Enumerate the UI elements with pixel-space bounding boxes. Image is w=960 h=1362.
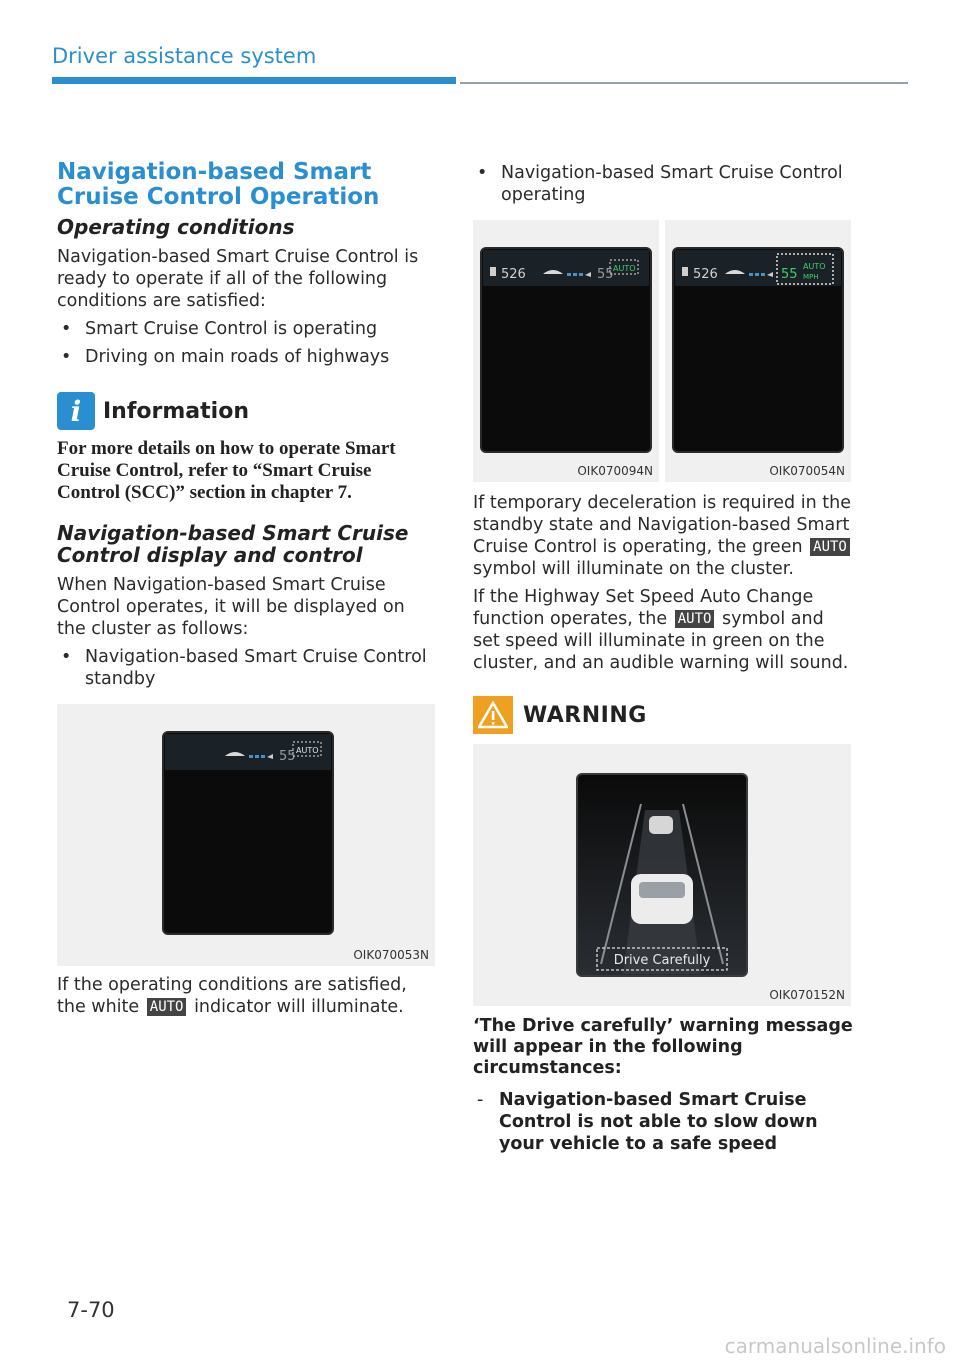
figure-caption: OIK070152N [769,988,845,1002]
cluster-speed-green: 55 [781,267,798,282]
figure-operating-1 [473,220,659,482]
cluster-operating-illustration-1 [473,220,659,482]
auto-symbol: AUTO [147,998,187,1016]
cluster-range: 526 [501,267,526,282]
auto-symbol: AUTO [675,610,715,628]
figure-drive-carefully [473,744,851,1006]
cluster-standby-illustration [57,704,435,966]
left-column [57,160,437,1024]
figure-operating-2 [665,220,851,482]
watermark: carmanualsonline.info [724,1334,946,1358]
auto-change-text: If the Highway Set Speed Auto Change function operates, the AUTO symbol and set speed will illuminate in green on the cluster, and an audible warning will sound. [473,587,849,673]
standby-result-text: If the operating conditions are satisfied, the white AUTO indicator will illuminate. [57,975,407,1017]
figure-standby [57,704,435,966]
condition-item: • Driving on main roads of highways [57,346,437,368]
cluster-operating-illustration-2 [665,220,851,482]
information-title: Information [103,398,249,424]
header-title: Driver assistance system [52,44,317,68]
drive-carefully-banner: Drive Carefully [613,953,711,968]
page-number: 7-70 [67,1298,115,1322]
deceleration-text: If temporary deceleration is required in the standby state and Navigation-based Smart Cruise Control is operating, the green AUTO symbol will illuminate on the cluster. [473,493,851,579]
operating-bullet: • Navigation-based Smart Cruise Control operating [473,162,853,206]
header-accent-bar [52,77,456,84]
operating-conditions-heading: Operating conditions [57,215,295,239]
right-column [473,162,853,1155]
information-header [57,392,437,430]
figure-caption: OIK070053N [353,948,429,962]
warning-intro: ‘The Drive carefully’ warning message will appear in the following circumstances: [473,1016,853,1078]
condition-item: • Smart Cruise Control is operating [57,318,437,340]
cluster-range: 526 [693,267,718,282]
header-rule [460,82,908,84]
warning-title: WARNING [523,702,647,728]
display-control-heading: Navigation-based Smart Cruise Control display and control [57,521,409,567]
information-icon: i [57,392,95,430]
auto-indicator: AUTO [296,746,319,755]
figure-caption: OIK070094N [577,464,653,478]
warning-icon [473,696,513,734]
standby-bullet: • Navigation-based Smart Cruise Control standby [57,646,437,690]
section-heading: Navigation-based Smart Cruise Control Operation [57,159,380,210]
information-text: For more details on how to operate Smart Cruise Control, refer to “Smart Cruise Control (SCC)” section in chapter 7. [57,438,396,503]
auto-indicator-green: AUTO [803,262,826,271]
speed-unit: MPH [803,273,819,281]
warning-header [473,696,853,734]
figure-pair [473,220,853,482]
cluster-speed: 55 [597,267,614,282]
figure-caption: OIK070054N [769,464,845,478]
auto-symbol: AUTO [810,538,850,556]
conditions-intro: Navigation-based Smart Cruise Control is ready to operate if all of the following conditions are satisfied: [57,247,419,311]
display-intro: When Navigation-based Smart Cruise Control operates, it will be displayed on the cluster as follows: [57,575,405,639]
warning-item: - Navigation-based Smart Cruise Control is not able to slow down your vehicle to a safe speed [473,1089,853,1155]
cluster-speed: 55 [279,749,296,764]
drive-carefully-illustration [473,744,851,1006]
auto-indicator-green: AUTO [613,264,636,273]
